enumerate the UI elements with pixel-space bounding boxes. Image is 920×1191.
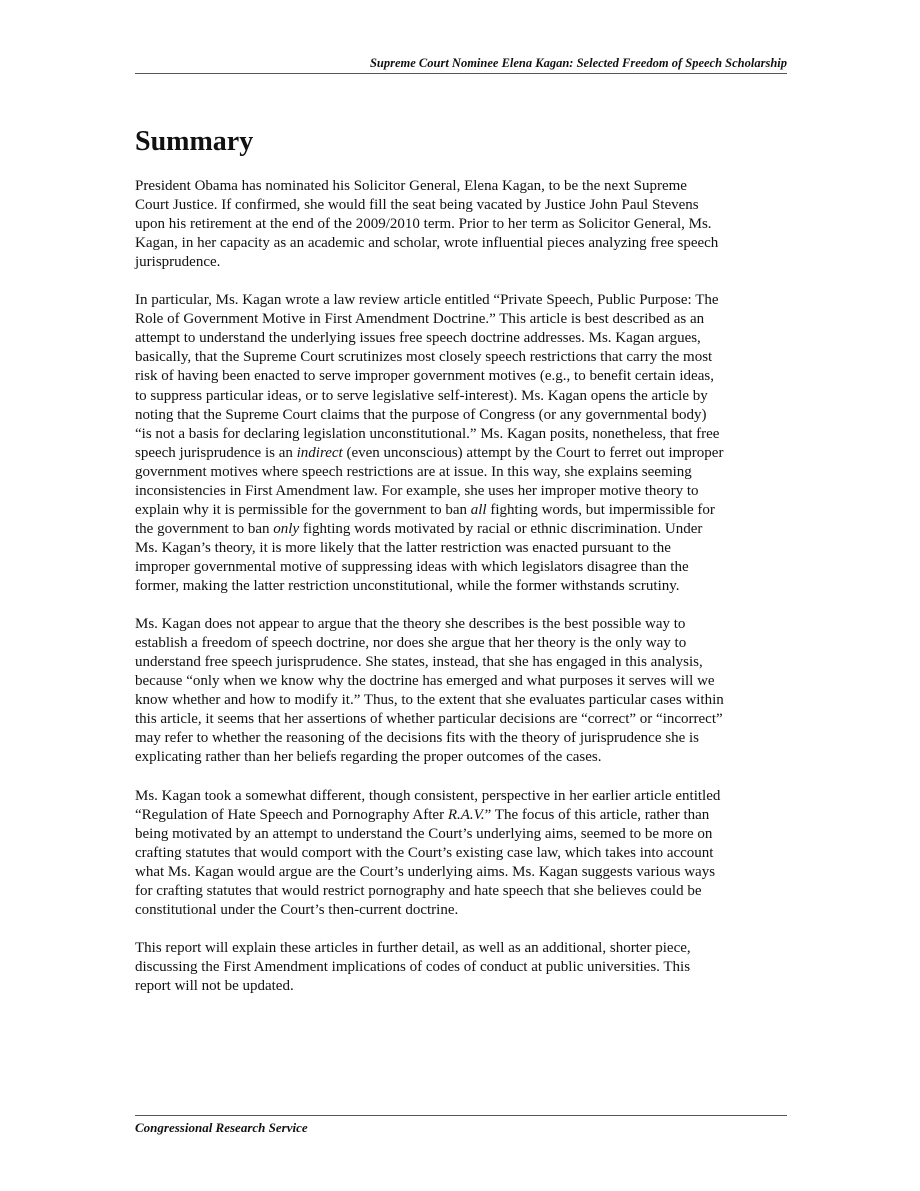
text-line xyxy=(135,482,790,501)
text-segment: government motives where speech restrictions are at issue. In this way, she explains seeming xyxy=(135,463,692,480)
paragraph-private-speech-article xyxy=(135,291,790,596)
text-segment: report will not be updated. xyxy=(135,977,294,994)
text-segment: “Regulation of Hate Speech and Pornography After xyxy=(135,806,448,823)
text-segment: Ms. Kagan does not appear to argue that the theory she describes is the best possible way to xyxy=(135,616,686,633)
text-segment: may refer to whether the reasoning of the decisions fits with the theory of jurisprudence she is xyxy=(135,730,700,747)
text-segment: the government to ban xyxy=(135,520,274,537)
text-segment: inconsistencies in First Amendment law. For example, she uses her improper motive theory to xyxy=(135,482,699,499)
text-segment: basically, that the Supreme Court scrutinizes most closely speech restrictions that carry the most xyxy=(135,349,713,366)
summary-body xyxy=(135,177,790,1015)
running-header xyxy=(135,56,787,74)
text-line xyxy=(135,501,790,520)
text-line xyxy=(135,367,790,386)
text-line xyxy=(135,691,790,710)
text-segment: Role of Government Motive in First Amendment Doctrine.” This article is best described as an xyxy=(135,311,705,328)
emphasized-text: indirect xyxy=(296,444,343,461)
text-segment: know whether and how to modify it.” Thus, to the extent that she evaluates particular cases within xyxy=(135,692,724,709)
text-segment: Ms. Kagan took a somewhat different, though consistent, perspective in her earlier article entitled xyxy=(135,787,721,804)
text-segment: crafting statutes that would comport with the Court’s existing case law, which takes into account xyxy=(135,844,714,861)
text-segment: constitutional under the Court’s then-current doctrine. xyxy=(135,901,459,918)
text-line xyxy=(135,863,790,882)
emphasized-text: only xyxy=(273,520,300,537)
text-line xyxy=(135,806,790,825)
text-segment: what Ms. Kagan would argue are the Court’s underlying aims. Ms. Kagan suggests various ways xyxy=(135,863,716,880)
text-line xyxy=(135,539,790,558)
text-segment: understand free speech jurisprudence. She states, instead, that she has engaged in this analysis, xyxy=(135,654,703,671)
text-line xyxy=(135,615,790,634)
text-segment: discussing the First Amendment implications of codes of conduct at public universities. This xyxy=(135,958,691,975)
text-line xyxy=(135,787,790,806)
text-line xyxy=(135,825,790,844)
text-line xyxy=(135,558,790,577)
text-segment: jurisprudence. xyxy=(135,254,221,271)
text-segment: “is not a basis for declaring legislation unconstitutional.” Ms. Kagan posits, nonetheless, that free xyxy=(135,425,720,442)
text-segment: risk of having been enacted to serve improper government motives (e.g., to benefit certain ideas, xyxy=(135,368,714,385)
text-segment: noting that the Supreme Court claims that the purpose of Congress (or any governmental body) xyxy=(135,406,707,423)
text-segment: attempt to understand the underlying issues free speech doctrine addresses. Ms. Kagan argues, xyxy=(135,330,701,347)
text-segment: because “only when we know why the doctrine has emerged and what purposes it serves will we xyxy=(135,673,715,690)
text-line xyxy=(135,177,790,196)
text-line xyxy=(135,215,790,234)
text-segment: ” The focus of this article, rather than xyxy=(484,806,710,823)
text-line xyxy=(135,958,790,977)
paragraph-theory-purpose xyxy=(135,615,790,767)
text-segment: (even unconscious) attempt by the Court to ferret out improper xyxy=(342,444,724,461)
text-segment: fighting words motivated by racial or ethnic discrimination. Under xyxy=(299,520,703,537)
page-title: Summary xyxy=(135,126,254,157)
text-line xyxy=(135,844,790,863)
text-segment: to suppress particular ideas, or to serve legislative self-interest). Ms. Kagan opens the article by xyxy=(135,387,708,404)
text-line xyxy=(135,977,790,996)
emphasized-text: all xyxy=(470,501,487,518)
text-segment: this article, it seems that her assertions of whether particular decisions are “correct” or “incorrect” xyxy=(135,711,723,728)
emphasized-text: R.A.V. xyxy=(447,806,485,823)
paragraph-report-scope xyxy=(135,939,790,996)
text-segment: establish a freedom of speech doctrine, nor does she argue that her theory is the only way to xyxy=(135,635,687,652)
text-line xyxy=(135,634,790,653)
text-line xyxy=(135,406,790,425)
text-segment: fighting words, but impermissible for xyxy=(486,501,715,518)
text-segment: President Obama has nominated his Solicitor General, Elena Kagan, to be the next Supreme xyxy=(135,178,687,194)
text-line xyxy=(135,196,790,215)
text-line xyxy=(135,748,790,767)
text-line xyxy=(135,234,790,253)
text-line xyxy=(135,710,790,729)
footer-organization: Congressional Research Service xyxy=(135,1120,308,1135)
paragraph-nomination xyxy=(135,177,790,272)
running-header-title: Supreme Court Nominee Elena Kagan: Selected Freedom of Speech Scholarship xyxy=(369,56,787,70)
text-segment: upon his retirement at the end of the 2009/2010 term. Prior to her term as Solicitor General, Ms. xyxy=(135,216,712,233)
text-line xyxy=(135,939,790,958)
paragraph-hate-speech-article xyxy=(135,787,790,920)
text-line xyxy=(135,729,790,748)
text-segment: This report will explain these articles in further detail, as well as an additional, shorter piece, xyxy=(135,939,691,956)
text-line xyxy=(135,577,790,596)
text-line xyxy=(135,425,790,444)
text-line xyxy=(135,291,790,310)
text-segment: In particular, Ms. Kagan wrote a law review article entitled “Private Speech, Public Purpose: The xyxy=(135,292,719,309)
text-line xyxy=(135,653,790,672)
text-line xyxy=(135,253,790,272)
text-line xyxy=(135,310,790,329)
text-segment: Kagan, in her capacity as an academic and scholar, wrote influential pieces analyzing free speech xyxy=(135,235,719,252)
text-segment: improper governmental motive of suppressing ideas with which legislators disagree than the xyxy=(135,558,689,575)
text-segment: speech jurisprudence is an xyxy=(135,444,297,461)
text-segment: for crafting statutes that would restrict pornography and hate speech that she believes could be xyxy=(135,882,702,899)
text-line xyxy=(135,901,790,920)
text-segment: Ms. Kagan’s theory, it is more likely that the latter restriction was enacted pursuant to the xyxy=(135,539,671,556)
text-line xyxy=(135,672,790,691)
text-segment: being motivated by an attempt to understand the Court’s underlying aims, seemed to be more on xyxy=(135,825,713,842)
text-line xyxy=(135,463,790,482)
text-line xyxy=(135,348,790,367)
text-line xyxy=(135,520,790,539)
text-segment: former, making the latter restriction unconstitutional, while the former withstands scrutiny. xyxy=(135,577,680,594)
text-segment: Court Justice. If confirmed, she would fill the seat being vacated by Justice John Paul Stevens xyxy=(135,197,699,214)
text-segment: explain why it is permissible for the government to ban xyxy=(135,501,471,518)
text-line xyxy=(135,329,790,348)
page-footer xyxy=(135,1115,787,1136)
text-segment: explicating rather than her beliefs regarding the proper outcomes of the cases. xyxy=(135,749,602,766)
text-line xyxy=(135,387,790,406)
text-line xyxy=(135,444,790,463)
text-line xyxy=(135,882,790,901)
